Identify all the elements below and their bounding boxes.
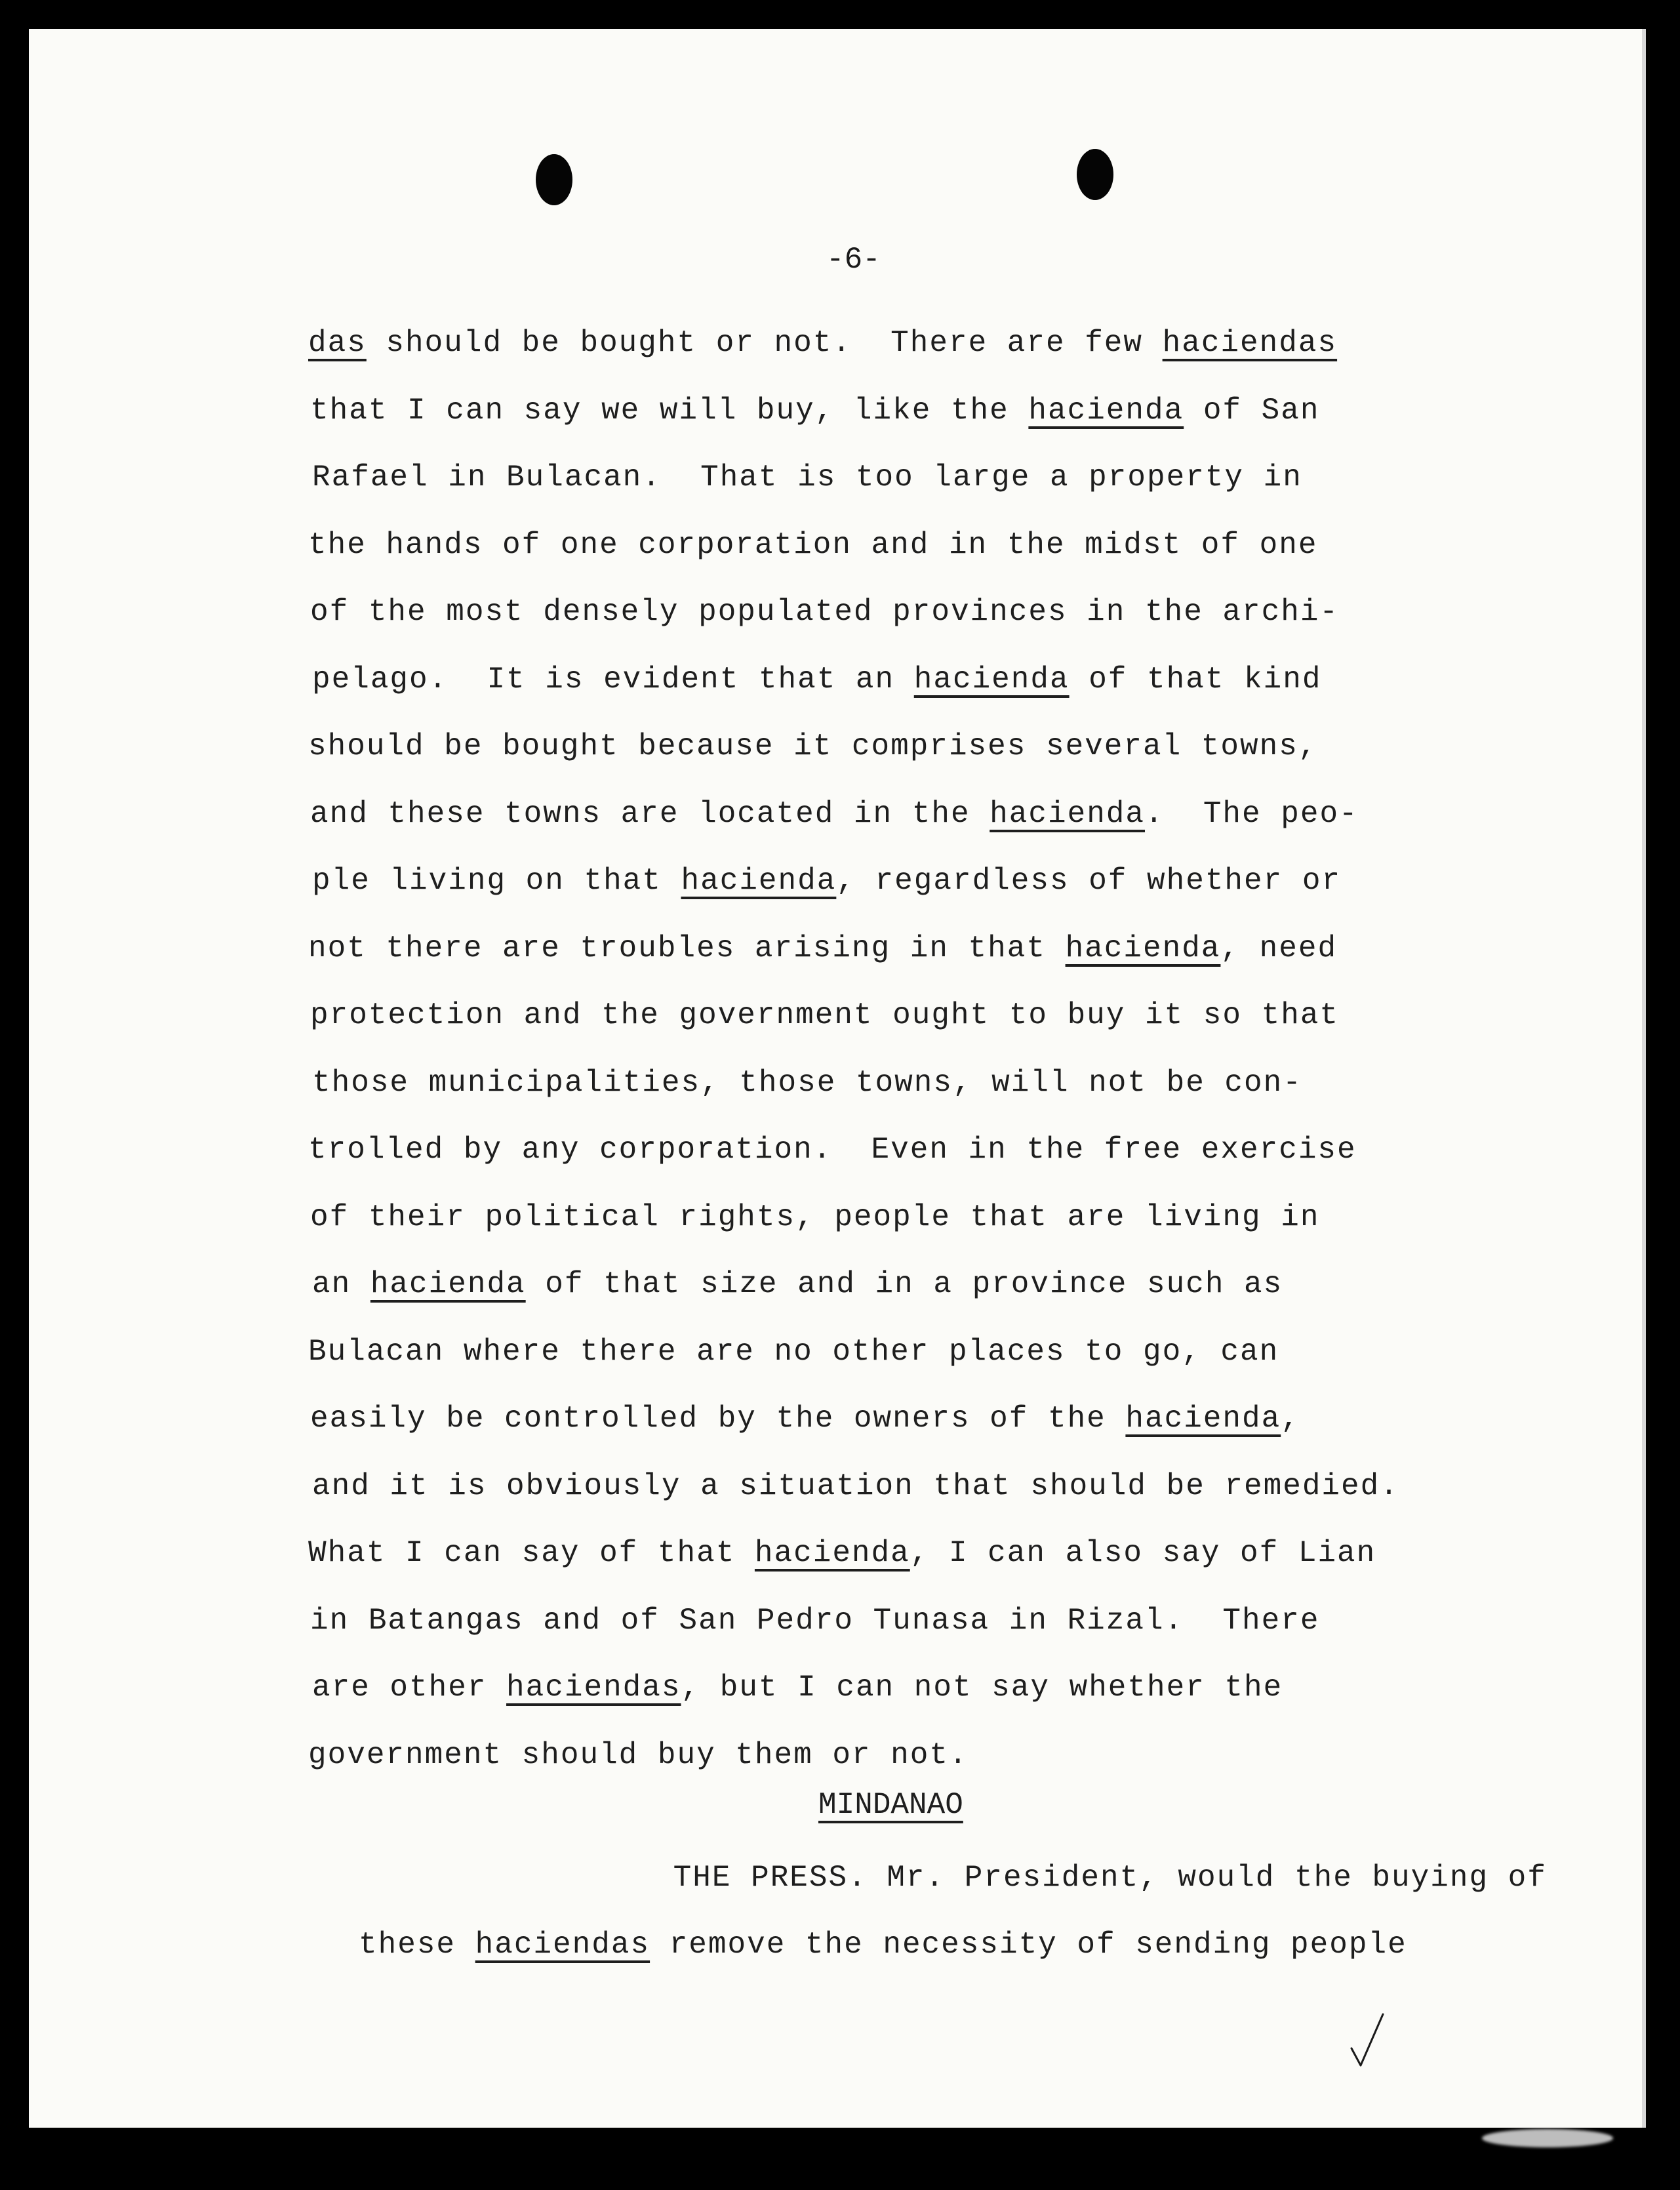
line-text: of that kind	[1069, 662, 1322, 697]
text-line	[312, 1049, 1492, 1117]
line-text: trolled by any corporation. Even in the free exercise	[308, 1133, 1357, 1167]
text-line	[308, 1722, 1489, 1789]
underlined-word: hacienda	[1065, 931, 1221, 965]
line-text: pelago. It is evident that an	[312, 662, 914, 697]
line-text: , need	[1220, 931, 1338, 965]
page-edge-shadow	[1482, 2129, 1613, 2147]
line-text: should be bought because it comprises several towns,	[308, 729, 1318, 763]
press-question	[359, 1844, 1547, 1978]
line-text: of San	[1184, 393, 1320, 428]
line-text: an	[312, 1267, 370, 1301]
underlined-word: hacienda	[913, 662, 1070, 697]
line-text: are other	[312, 1671, 507, 1705]
underlined-word: hacienda	[754, 1536, 910, 1570]
text-line	[310, 781, 1490, 848]
underlined-word: hacienda	[370, 1267, 526, 1301]
line-text: , regardless of whether or	[836, 864, 1342, 898]
text-line	[312, 444, 1492, 512]
line-text: of their political rights, people that are living in	[310, 1200, 1320, 1234]
line-text: not there are troubles arising in that	[308, 931, 1066, 965]
underlined-word: hacienda	[1028, 393, 1184, 428]
underlined-word: haciendas	[1162, 326, 1338, 360]
line-text: ple living on that	[312, 864, 681, 898]
line-text: of that size and in a province such as	[525, 1267, 1283, 1301]
text-line	[312, 1251, 1492, 1318]
line-text: of the most densely populated provinces in the archi-	[310, 595, 1340, 629]
text-line	[312, 1654, 1492, 1722]
text-line	[308, 1116, 1489, 1184]
line-text: those municipalities, those towns, will not be con-	[312, 1065, 1302, 1100]
line-text: What I can say of that	[308, 1536, 755, 1570]
line-text: THE PRESS. Mr. President, would the buying of	[673, 1861, 1547, 1895]
line-text: that I can say we will buy, like the	[310, 393, 1029, 428]
underlined-word: hacienda	[681, 864, 837, 898]
text-line	[308, 310, 1489, 377]
line-text: should be bought or not. There are few	[366, 326, 1163, 360]
text-line	[312, 847, 1492, 915]
text-line	[312, 646, 1492, 714]
section-heading: MINDANAO	[818, 1788, 963, 1822]
line-text: the hands of one corporation and in the midst of one	[308, 527, 1318, 562]
line-text: and these towns are located in the	[310, 796, 990, 831]
underlined-word: haciendas	[475, 1928, 650, 1962]
text-line	[363, 1844, 1547, 1911]
line-text: and it is obviously a situation that should be remedied.	[312, 1469, 1399, 1503]
text-line	[308, 713, 1489, 781]
text-line	[310, 982, 1490, 1049]
line-text: , I can also say of Lian	[910, 1536, 1376, 1570]
underlined-word: hacienda	[990, 796, 1146, 831]
punch-hole	[1077, 149, 1113, 200]
text-line	[308, 1318, 1489, 1386]
text-line	[310, 1385, 1490, 1453]
text-line	[312, 1453, 1492, 1520]
line-text: , but I can not say whether the	[681, 1671, 1283, 1705]
punch-hole	[536, 154, 572, 205]
line-text: ,	[1281, 1402, 1300, 1436]
line-text: protection and the government ought to buy it so that	[310, 998, 1340, 1032]
text-line	[310, 377, 1490, 445]
line-text: easily be controlled by the owners of the	[310, 1402, 1126, 1436]
page-number: -6-	[826, 243, 881, 277]
text-line	[310, 1184, 1490, 1251]
text-line	[308, 915, 1489, 983]
body-text	[308, 310, 1489, 1789]
underlined-word: haciendas	[506, 1671, 681, 1705]
line-text: in Batangas and of San Pedro Tunasa in Rizal. There	[310, 1603, 1320, 1638]
line-text: remove the necessity of sending people	[650, 1928, 1407, 1962]
line-text: government should buy them or not.	[308, 1737, 969, 1772]
line-text: Rafael in Bulacan. That is too large a property in	[312, 460, 1302, 495]
underlined-word: das	[308, 326, 367, 360]
text-line	[308, 1520, 1489, 1587]
checkmark-icon	[1348, 2010, 1387, 2069]
text-line	[310, 1587, 1490, 1655]
underlined-word: hacienda	[1125, 1402, 1281, 1436]
text-line	[308, 512, 1489, 579]
line-text: . The peo-	[1145, 796, 1359, 831]
line-text: these	[359, 1928, 475, 1962]
text-line	[359, 1911, 1543, 1978]
line-text: Bulacan where there are no other places to go, can	[308, 1334, 1279, 1369]
text-line	[310, 578, 1490, 646]
